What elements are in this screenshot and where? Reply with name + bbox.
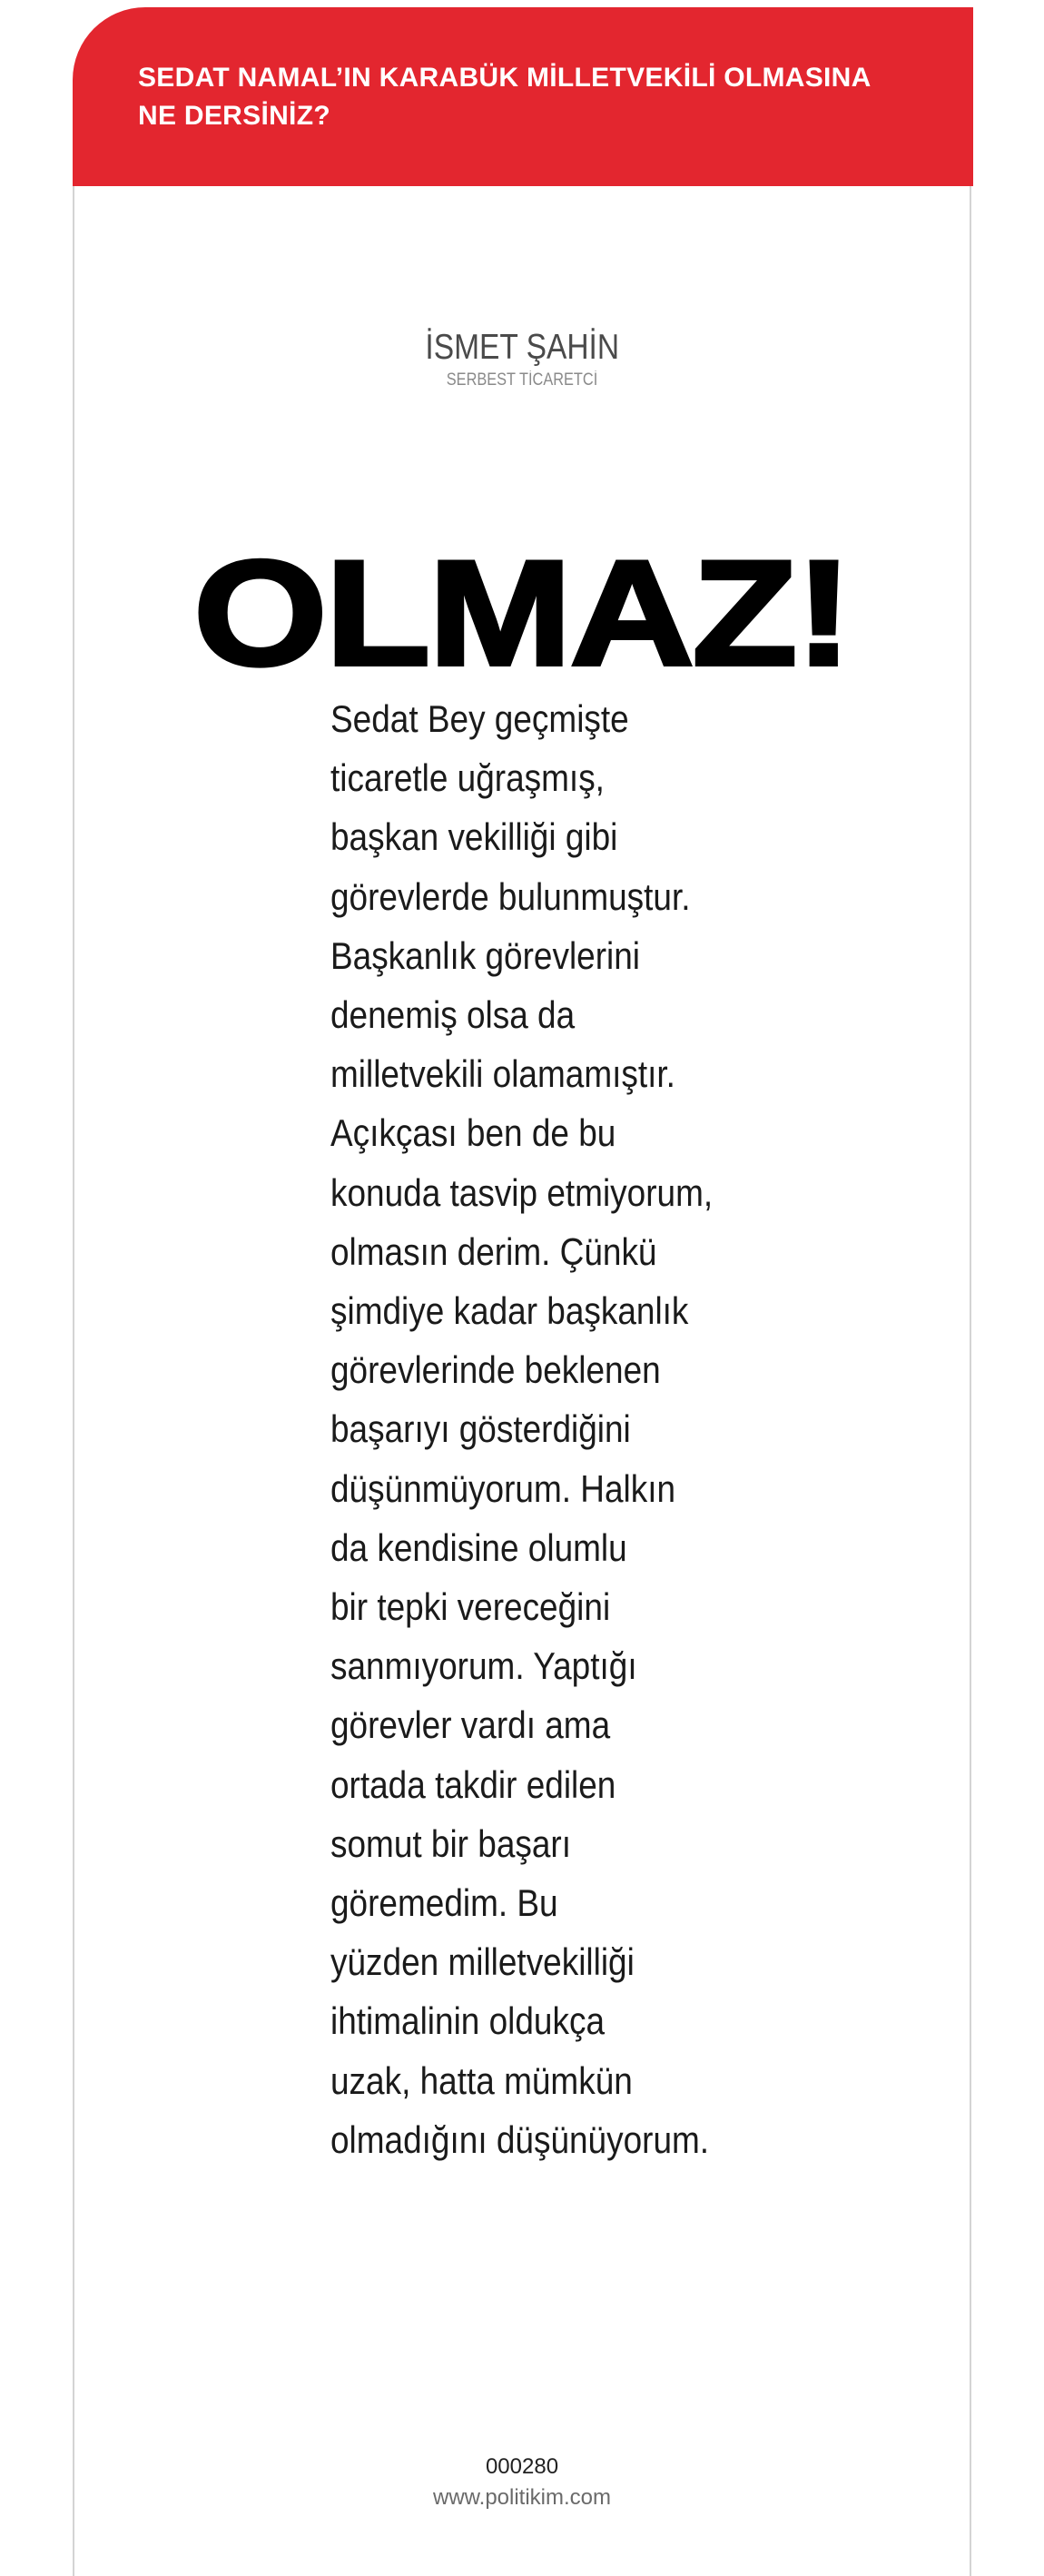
author-occupation: SERBEST TİCARETCİ — [446, 370, 598, 390]
footer-website-link[interactable]: www.politikim.com — [432, 2485, 612, 2510]
question-header — [73, 7, 973, 186]
footer — [0, 2452, 1044, 2513]
answer-body-text: Sedat Bey geçmişte ticaretle uğraşmış, başkan vekilliği gibi görevlerde bulunmuştur. Başkanlık görevlerini denemiş olsa da milletvekili olamamıştır. Açıkçası ben de bu konuda tasvip etmiyorum, olmasın derim. Çünkü şimdiye kadar başkanlık görevlerinde beklenen başarıyı gösterdiğini düşünmüyorum. Halkın da kendisine olumlu bir tepki vereceğini sanmıyorum. Yaptığı görevler vardı ama ortada takdir edilen somut bir başarı göremedim. Bu yüzden milletvekilliği ihtimalinin oldukça uzak, hatta mümkün olmadığını düşünüyorum. — [330, 697, 714, 2161]
verdict-answer: OLMAZ! — [193, 529, 851, 696]
author-name: İSMET ŞAHİN — [425, 328, 619, 367]
footer-code: 000280 — [485, 2454, 559, 2479]
question-title: SEDAT NAMAL’IN KARABÜK MİLLETVEKİLİ OLMASINA NE DERSİNİZ? — [138, 63, 871, 131]
author-block — [0, 327, 1044, 392]
